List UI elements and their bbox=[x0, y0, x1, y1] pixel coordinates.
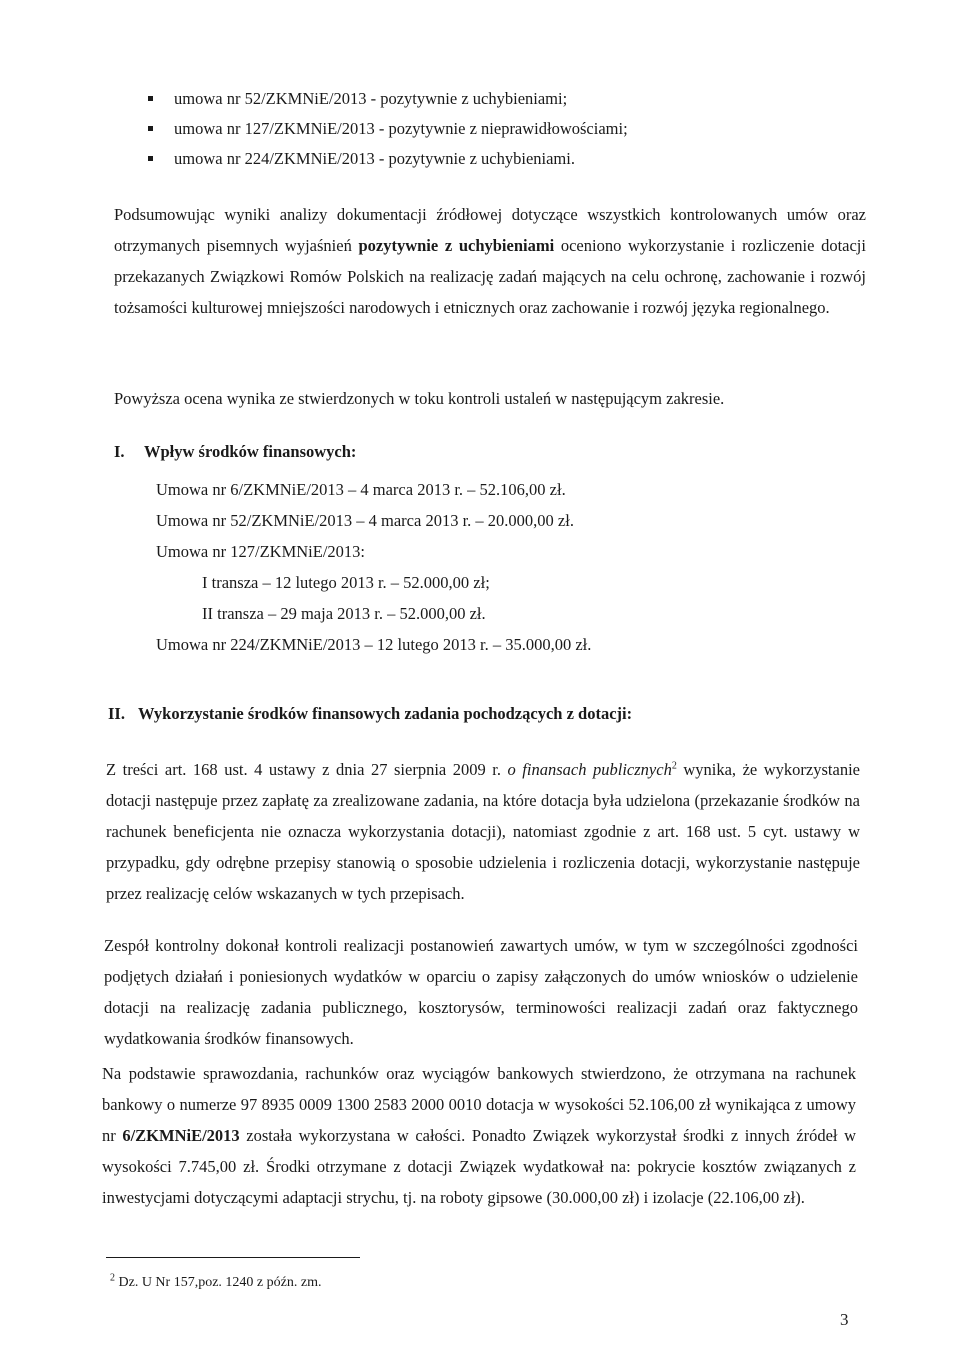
list-item bbox=[148, 84, 888, 114]
list-item bbox=[148, 114, 888, 144]
section-number: I. bbox=[114, 442, 125, 461]
footnote-marker: 2 bbox=[110, 1272, 115, 1284]
funds-line: Umowa nr 6/ZKMNiE/2013 – 4 marca 2013 r. – 52.106,00 zł. bbox=[156, 480, 566, 499]
summary-paragraph: Podsumowując wyniki analizy dokumentacji źródłowej dotyczące wszystkich kontrolowanych umów oraz otrzymanych pisemnych wyjaśnień pozytywnie z uchybieniami oceniono wykorzystanie i rozliczenie dotacji przekazanych Związkowi Romów Polskich na realizację zadań mających na celu ochronę, zachowanie i rozwój tożsamości kulturowej mniejszości narodowych i etnicznych oraz zachowanie i rozwój języka regionalnego. bbox=[114, 205, 866, 317]
funds-inflow-list bbox=[156, 474, 856, 660]
section-heading-funds-inflow bbox=[114, 437, 356, 467]
act-title: o finansach publicznych bbox=[507, 760, 672, 779]
bullet-icon bbox=[148, 96, 153, 101]
section-title: Wykorzystanie środków finansowych zadania pochodzących z dotacji: bbox=[138, 704, 633, 723]
funds-line: Umowa nr 127/ZKMNiE/2013: bbox=[156, 542, 365, 561]
report-paragraph: Na podstawie sprawozdania, rachunków oraz wyciągów bankowych stwierdzono, że otrzymana na rachunek bankowy o numerze 97 8935 0009 1300 2583 2000 0010 dotacja w wysokości 52.106,00 zł wynikająca z umowy nr 6/ZKMNiE/2013 została wykorzystana w całości. Ponadto Związek wykorzystał środki z innych źródeł w wysokości 7.745,00 zł. Środki otrzymane z dotacji Związek wydatkował na: pokrycie kosztów związanych z inwestycjami dotyczącymi adaptacji strychu, tj. na roboty gipsowe (30.000,00 zł) i izolacje (22.106,00 zł). bbox=[102, 1064, 857, 1207]
control-team-paragraph: Zespół kontrolny dokonał kontroli realizacji postanowień zawartych umów, w tym w szczególności zgodności podjętych działań i poniesionych wydatków w oparciu o zapisy załączonych do umów wniosków o udzielenie dotacji na realizację zadania publicznego, kosztorysów, terminowości realizacji zadań oraz faktycznego wydatkowania środków finansowych. bbox=[104, 936, 858, 1048]
funds-line: Umowa nr 224/ZKMNiE/2013 – 12 lutego 2013 r. – 35.000,00 zł. bbox=[156, 635, 592, 654]
section-heading-funds-usage bbox=[108, 699, 632, 729]
assessment-paragraph: Powyższa ocena wynika ze stwierdzonych w toku kontroli ustaleń w następującym zakresie. bbox=[114, 389, 725, 408]
list-item-text: umowa nr 52/ZKMNiE/2013 - pozytywnie z uchybieniami; bbox=[174, 89, 568, 108]
footnote-reference: 2 bbox=[671, 760, 677, 772]
bullet-icon bbox=[148, 156, 153, 161]
law-paragraph: Z treści art. 168 ust. 4 ustawy z dnia 27 sierpnia 2009 r. o finansach publicznych$^2$ wynika, że wykorzystanie dotacji następuje przez zapłatę za zrealizowane zadania, na które dotacja była udzielona (przekazanie środków na rachunek beneficjenta nie oznacza wykorzystania dotacji), natomiast zgodnie z art. 168 ust. 5 cyt. ustawy w przypadku, gdy odrębne przepisy stanowią o sposobie udzielenia i rozliczenia dotacji, wykorzystanie następuje przez realizację celów wskazanych w tych przepisach. bbox=[106, 760, 860, 903]
funds-tranche-line: II transza – 29 maja 2013 r. – 52.000,00 zł. bbox=[202, 604, 486, 623]
list-item bbox=[148, 144, 888, 174]
section-number: II. bbox=[108, 704, 125, 723]
contract-number: 6/ZKMNiE/2013 bbox=[122, 1126, 240, 1145]
footnote-text: Dz. U Nr 157,poz. 1240 z późn. zm. bbox=[115, 1275, 322, 1290]
assessment-result: pozytywnie z uchybieniami bbox=[358, 236, 555, 255]
footnote-divider bbox=[106, 1257, 360, 1258]
list-item-text: umowa nr 127/ZKMNiE/2013 - pozytywnie z nieprawidłowościami; bbox=[174, 119, 628, 138]
funds-line: Umowa nr 52/ZKMNiE/2013 – 4 marca 2013 r. – 20.000,00 zł. bbox=[156, 511, 574, 530]
contract-results-list bbox=[148, 84, 888, 174]
page-number: 3 bbox=[840, 1310, 849, 1329]
list-item-text: umowa nr 224/ZKMNiE/2013 - pozytywnie z uchybieniami. bbox=[174, 149, 575, 168]
bullet-icon bbox=[148, 126, 153, 131]
section-title: Wpływ środków finansowych: bbox=[144, 442, 357, 461]
footnote bbox=[110, 1273, 321, 1293]
funds-tranche-line: I transza – 12 lutego 2013 r. – 52.000,00 zł; bbox=[202, 573, 490, 592]
